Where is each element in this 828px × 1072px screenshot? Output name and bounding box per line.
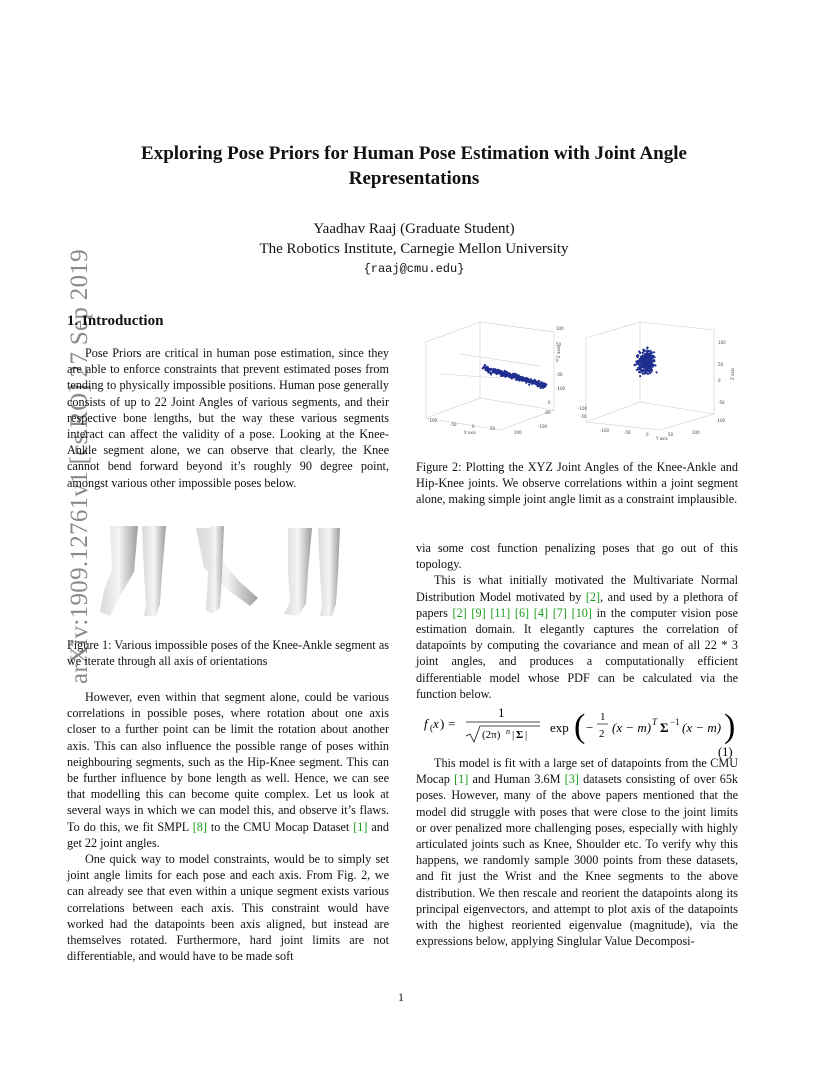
left-paragraph-1 [67,345,389,491]
right-paragraph-2 [416,755,738,949]
scatter-point [510,374,512,376]
scatter-point [515,379,517,381]
y-axis-label: Y axis [656,436,668,441]
scatter-point [493,369,495,371]
scatter-point [637,354,639,356]
citation-link[interactable]: [1] [454,772,469,787]
arxiv-stamp: arXiv:1909.12761v1 [cs.RO] 27 Sep 2019 [66,249,93,684]
scatter-point [643,372,645,374]
scatter-point [643,349,645,351]
svg-text:0: 0 [548,400,551,405]
text-run: This model is fit with a large set of datapoints from the CMU Mocap [416,756,738,787]
scatter-point [653,356,655,358]
scatter-point [651,369,653,371]
scatter-point [639,352,641,354]
z-axis-label-right: Z axis [730,367,735,380]
author-email: {raaj@cmu.edu} [363,262,465,276]
svg-text:f: f [424,716,428,731]
scatter-point [483,366,485,368]
scatter-point [504,375,506,377]
svg-text:Σ: Σ [660,720,669,735]
svg-text:−1: −1 [670,717,680,727]
scatter-point [641,357,643,359]
scatter-point [642,364,644,366]
svg-text:-50: -50 [450,422,457,427]
left-paragraph-2 [67,689,389,964]
scatter-point [641,360,643,362]
scatter-point [645,369,647,371]
scatter-point [639,371,641,373]
scatter-point [540,381,542,383]
left-scatter-points [482,364,548,389]
page-number: 1 [398,990,404,1004]
figure-2-scatter-plots [420,318,742,442]
author-block [100,219,728,259]
body-paragraph: via some cost function penalizing poses that go out of this topology. [416,541,738,572]
intro-paragraph: Pose Priors are critical in human pose estimation, since they are able to enforce constraints that prevent estimated poses from tending to physically impossible positions. Human pose generally consists of up to 22 Joint Angles of various segments, and their respective bone lengths, but the way these various segments interact can affect the validity of a pose. Looking at the Knee-Ankle segment alone, we can observe that clearly, the Knee cannot bend forward beyond it’s roughly 90 degree point, amongst various other impossible poses below. [67,346,389,490]
scatter-point [515,377,517,379]
svg-text:Σ: Σ [516,729,524,741]
body-paragraph: One quick way to model constraints, would be to simply set joint angle limits for each pose and each axis. From Fig. 2, we can already see that even within a unique segment exists various correlations between each axis. This constraint would have worked had the datapoints been axis aligned, but instead are themselves rotated. Furthermore, hard joint limits are not differentiable, and would have to be made soft [67,852,389,964]
author-name: Yaadhav Raaj (Graduate Student) [313,221,515,237]
svg-text:0: 0 [472,424,475,429]
citation-link[interactable]: [3] [564,772,579,787]
scatter-point [636,369,638,371]
left-3d-axes [426,322,554,430]
svg-text:): ) [440,716,445,731]
text-run: in the computer vision pose estimation domain. It elegantly captures the correlation of datapoints by computing the covariance and mean of all 22 * 3 joint angles, and produces a computationally efficient differentiable model whose PDF can be calculated via the function below. [416,605,738,701]
scatter-point [489,369,491,371]
citation-link[interactable]: [8] [192,819,207,834]
svg-text:-100: -100 [600,428,610,433]
svg-text:(: ( [430,723,433,733]
scatter-point [487,366,489,368]
svg-text:(2π): (2π) [482,729,501,741]
scatter-point [514,373,516,375]
text-run: datasets consisting of over 65k poses. However, many of the above papers mentioned that the model did struggle with poses that were close to the joint limits or over penalized more challenging poses, especially with highly articulated joints such as Knee, Shoulder etc. To verify why this happens, we randomly sample 3000 points from these datasets, and fit just the Wrist and the Knee segments to the above distribution. We then rescale and reorient the datapoints along its principal eigenvectors, and attempt to plot axis of the datapoints with the highest reoriented eigenvalue (magnitude), via the expressions below, applying Singlular Value Decomposi- [416,772,739,949]
x-axis-label: X axis [464,430,477,435]
scatter-point [649,350,651,352]
scatter-point [653,351,655,353]
scatter-point [536,383,538,385]
body-paragraph [67,689,389,851]
scatter-point [507,375,509,377]
figure-1-caption: Figure 1: Various impossible poses of the Knee-Ankle segment as we iterate through all axis of orientations [67,638,389,669]
z-axis-label: Z axis [556,345,561,358]
scatter-point [541,385,543,387]
svg-text:(: ( [574,708,586,745]
scatter-point [491,370,493,372]
scatter-point [644,358,646,360]
scatter-point [635,361,637,363]
scatter-point [652,357,654,359]
svg-text:): ) [724,708,736,745]
svg-text:100: 100 [692,430,700,435]
svg-text:=: = [448,716,456,731]
scatter-point [642,352,644,354]
scatter-point [543,382,545,384]
svg-text:1: 1 [600,711,606,723]
scatter-point [525,378,527,380]
scatter-point [641,371,643,373]
scatter-point [646,346,648,348]
scatter-point [639,375,641,377]
scatter-point [528,384,530,386]
svg-text:-50: -50 [718,400,725,405]
svg-text:−: − [586,720,594,735]
svg-text:T: T [652,717,658,727]
equation-number: (1) [718,745,733,759]
svg-text:50: 50 [556,342,562,347]
scatter-point [648,362,650,364]
paper-title [100,141,728,191]
svg-text:0: 0 [646,432,649,437]
section-heading: 1. Introduction [67,313,164,329]
svg-text:100: 100 [514,430,522,435]
scatter-point [653,364,655,366]
equation-pdf [414,704,740,760]
right-3d-axes [586,322,714,430]
right-paragraph-1 [416,540,738,702]
scatter-point [489,372,491,374]
text-run: and get 22 joint angles. [67,819,389,850]
svg-text:100: 100 [556,326,564,331]
citation-link[interactable]: [2] [585,589,601,604]
text-run: This is what initially motivated the Multivariate Normal Distribution Model motivated by [416,573,738,604]
svg-text:-100: -100 [578,406,588,411]
svg-text:100: 100 [718,340,726,345]
scatter-point [645,356,647,358]
svg-text:|: | [525,729,528,741]
svg-text:-100: -100 [716,418,726,423]
scatter-point [527,379,529,381]
svg-text:-50: -50 [544,410,551,415]
affiliation: The Robotics Institute, Carnegie Mellon University [259,241,569,257]
svg-text:0: 0 [556,358,559,363]
svg-text:x: x [433,716,439,731]
scatter-point [640,364,642,366]
svg-text:(x − m): (x − m) [612,720,652,735]
svg-text:0: 0 [718,378,721,383]
svg-text:-100: -100 [428,418,438,423]
scatter-point [521,380,523,382]
scatter-point [643,367,645,369]
text-run: However, even within that segment alone, could be various correlations in possible poses, where rotation about one axis closer to a further point can be limit the rotation about another axis. This can also influence the possible range of poses within neighbouring segments, such as the Hip-Knee segment. This can be further influence by bone length as well. Hence, we can see that modelling this can become quite complex. Let us look at several ways in which we can model this, and observe it’s flaws. To do this, we fit SMPL [67,690,389,834]
scatter-point [501,370,503,372]
scatter-point [650,361,652,363]
svg-text:1: 1 [498,705,505,720]
svg-text:2: 2 [599,728,605,740]
svg-text:50: 50 [490,426,496,431]
citation-link[interactable]: [2] [9] [11] [6] [4] [7] [10] [452,605,592,620]
citation-link[interactable]: [1] [353,819,368,834]
scatter-point [512,374,514,376]
scatter-point [500,373,502,375]
svg-text:-100: -100 [556,386,566,391]
scatter-point [645,363,647,365]
scatter-point [647,358,649,360]
scatter-point [517,375,519,377]
scatter-point [543,386,545,388]
scatter-point [496,370,498,372]
scatter-point [641,366,643,368]
scatter-point [647,367,649,369]
scatter-point [504,372,506,374]
svg-text:-50: -50 [556,372,563,377]
scatter-point [484,364,486,366]
svg-text:-50: -50 [624,430,631,435]
scatter-point [649,352,651,354]
text-run: , and used by a plethora of papers [416,589,738,620]
scatter-point [634,364,636,366]
figure-2-caption: Figure 2: Plotting the XYZ Joint Angles of the Knee-Ankle and Hip-Knee joints. We observe correlations within a joint segment alone, making simple joint angle limit as a constraint implausible. [416,460,738,507]
svg-text:-100: -100 [538,424,548,429]
scatter-point [656,371,658,373]
svg-text:exp: exp [550,720,569,735]
scatter-point [646,350,648,352]
svg-text:50: 50 [668,432,674,437]
text-run: and Human 3.6M [468,772,565,787]
svg-text:-50: -50 [580,414,587,419]
svg-text:n: n [506,727,510,736]
scatter-point [497,372,499,374]
scatter-point [539,384,541,386]
body-paragraph [416,572,738,702]
scatter-point [518,379,520,381]
scatter-point [531,382,533,384]
svg-text:50: 50 [718,362,724,367]
scatter-point [640,368,642,370]
right-scatter-points [634,346,658,377]
scatter-point [647,355,649,357]
title-line-1: Exploring Pose Priors for Human Pose Estimation with Joint Angle [141,143,687,164]
scatter-point [487,370,489,372]
figure-1-legs-image [100,524,360,624]
text-run: to the CMU Mocap Dataset [206,819,354,834]
body-paragraph [416,755,738,949]
svg-text:(x − m): (x − m) [682,720,722,735]
svg-text:|: | [512,729,515,741]
scatter-point [535,380,537,382]
title-line-2: Representations [348,168,480,189]
